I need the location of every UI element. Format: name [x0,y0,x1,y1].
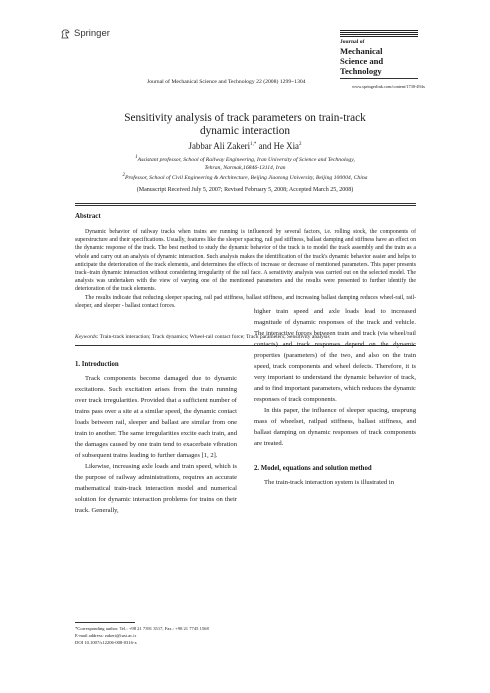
journal-box-line: Science and [340,56,384,66]
author-marker: 1,* [250,142,257,148]
abstract-heading: Abstract [75,213,101,220]
author-separator: and [256,141,274,151]
manuscript-dates: (Manuscript Received July 5, 2007; Revised February 5, 2008; Accepted March 25, 2008) [136,187,354,193]
journal-citation: Journal of Mechanical Science and Technology 22 (2008) 1299~1304 [147,79,306,85]
footnote-rule [75,622,135,623]
body-paragraph: The train-track interaction system is illustrated in [264,479,395,486]
abstract-paragraph: Dynamic behavior of railway tracks when trains are running is influenced by several factors, i.e. rolling stock, the components of superstructure and their specifications. Usually, features like the sleeper spacing, rail pad stiffness, ballast damping and stiffness have an effect on the dynamic response of the track. The best method to study the dynamic behavior of the track is to model the track assembly and the train as a whole and carry out an analysis of dynamic interaction. Such analysis makes the identification of the track's dynamic behavior easier and helps to anticipate the deterioration of the track elements, and determines the effects of increase or decrease of mentioned parameters. This paper presents track–train dynamic interaction without considering irregularity of the rail face. A sensitivity analysis was carried out on the selected model. The analysis was undertaken with the view of varying one of the mentioned parameters and the results were presented to further identify the deterioration of the track elements. [75,229,416,293]
footnote-line: *Corresponding author. Tel.: +98 21 7391 3517, Fax.: +98 21 7745 1568 [75,626,209,631]
affiliation-marker: 1 [135,155,138,160]
affiliation-1-cont: Tehran, Narmak,16846-13114, Iran [204,164,286,171]
column-right [254,306,416,488]
section-heading: 1. Introduction [75,361,119,368]
keywords-label: Keywords [75,334,97,340]
publisher-name: Springer [74,28,110,39]
abstract-paragraph: The results indicate that reducing sleeper spacing, rail pad stiffness, ballast stiffness, and increasing ballast damping reduces wheel-rail, rail-sleeper, and sleeper - ballast contact forces. [75,294,416,309]
journal-box-line: Mechanical [340,46,383,56]
section-heading: 2. Model, equations and solution method [254,465,372,472]
journal-title-box [340,30,418,79]
journal-box-rule [340,78,418,79]
footnote-line[interactable]: E-mail address: zakeri@iust.ac.ir [75,633,137,638]
affiliation-1: $^1$Assistant professor, School of Railway Engineering, Iran University of Science and Technology, [135,155,355,163]
journal-url[interactable]: www.springerlink.com/content/1738-494x [352,84,425,89]
body-paragraph: Track components become damaged due to dynamic excitations. Such excitation arises from the train running over track irregularities. Provided that a sufficient number of trains pass over a site at a similar speed, the dynamic contact loads between rail, sleeper and ballast are similar from one train to another. The same irregularities excite each train, and the damages caused by one train tend to exacerbate vibration of subsequent trains leading to further damages [1, 2]. [75,375,237,459]
footnote [75,622,237,646]
column-left [75,359,237,516]
author-name: Jabbar Ali Zakeri [188,141,251,151]
affiliation-marker: 2 [122,173,125,179]
divider-top-2 [75,205,416,206]
author-list [60,141,430,151]
springer-horse-icon [60,29,71,39]
journal-box-line: Technology [340,66,382,76]
abstract-body [75,228,416,310]
article-title [60,112,430,138]
divider-top [75,203,416,204]
title-line: Sensitivity analysis of track parameters on train-track [124,112,366,124]
publisher-logo [60,28,110,39]
author-name: He Xia [273,141,299,151]
title-line: dynamic interaction [199,125,291,137]
affiliations [60,154,430,183]
keywords-list: : Train-track interaction; Track dynamics; Wheel-rail contact force; Track parameters; Sensitivity analysis [96,334,330,340]
author-marker: 2 [299,142,302,148]
footnote-line: DOI 10.1007/s12206-008-0316-x [75,640,137,645]
body-paragraph: Likewise, increasing axle loads and train speed, which is the purpose of railway administrations, requires an accurate mathematical train-track interaction model and numerical solution for dynamic interaction problems for trains on their track. Generally, [75,463,237,514]
body-paragraph: higher train speed and axle loads lead to increased magnitude of dynamic responses of the track and vehicle. The interactive forces between train and track (via wheel/rail contacts) and track responses depend on the dynamic properties (parameters) of the two, and also on the train speed, track components and wheel defects. Therefore, it is very important to understand the dynamic behavior of track, and to find important parameters, which reduces the dynamic responses of track components. [254,308,416,403]
journal-box-bars [340,30,418,37]
body-paragraph: In this paper, the influence of sleeper spacing, unsprung mass of wheelset, railpad stiffness, ballast stiffness, and ballast damping on dynamic responses of track components are treated. [254,407,416,447]
affiliation-2: $^2$Professor, School of Civil Engineering & Architecture, Beijing Jiaotong University, Beijing 100004, China [122,173,368,182]
journal-box-prefix: Journal of [340,39,365,45]
